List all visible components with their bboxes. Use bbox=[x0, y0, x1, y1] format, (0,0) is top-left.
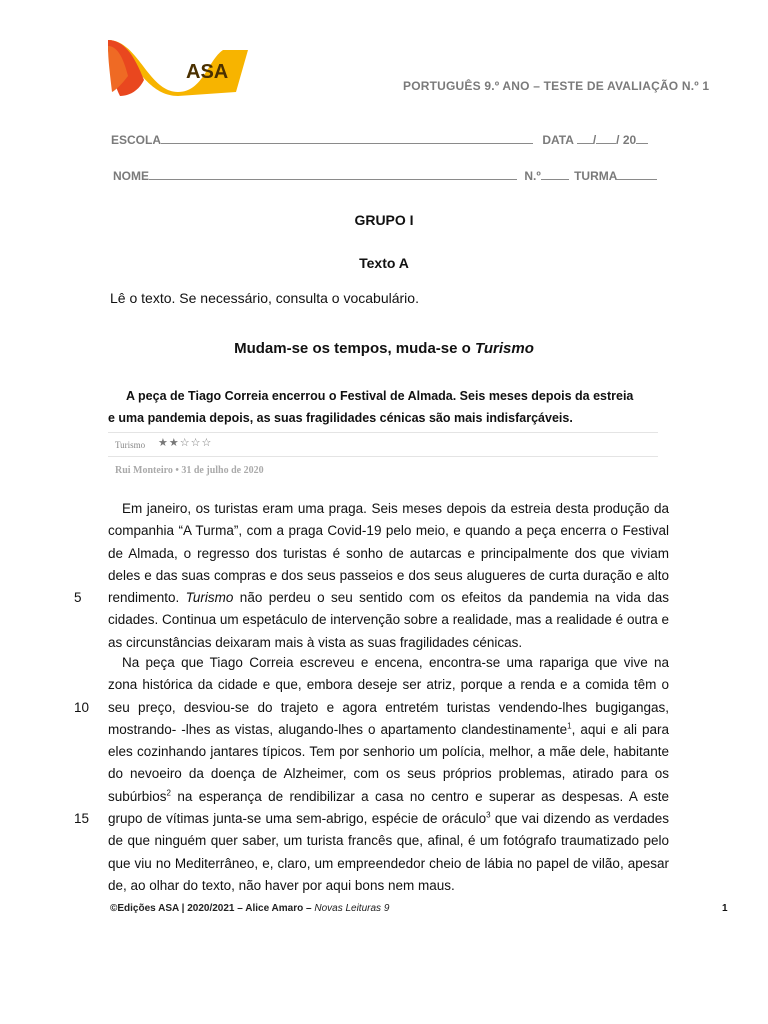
footer-text: ©Edições ASA | 2020/2021 – Alice Amaro – bbox=[110, 903, 315, 914]
article-title bbox=[0, 340, 768, 357]
logo-text: ASA bbox=[186, 61, 229, 83]
lead-line: e uma pandemia depois, as suas fragilidades cénicas são mais indisfarçáveis. bbox=[108, 411, 573, 425]
test-header-title: PORTUGUÊS 9.º ANO – TESTE DE AVALIAÇÃO N.º 1 bbox=[403, 79, 710, 93]
instruction-text: Lê o texto. Se necessário, consulta o vocabulário. bbox=[110, 290, 419, 306]
p2-text: Na peça que Tiago Correia escreveu e encena, encontra-se uma rapariga que vive na zona histórica da cidade e que, embora deseje ser atriz, porque a renda e a comida têm o seu preço, desviou-se do trajeto e agora entretém turistas vendendo-lhes bugigangas, mostrando- -lhes as vistas, alugando-lhes o apartamento clandestinamente bbox=[108, 655, 669, 737]
date-year-prefix: 20 bbox=[622, 133, 637, 147]
footnote-ref[interactable]: 1 bbox=[567, 721, 572, 731]
lead-line: A peça de Tiago Correia encerrou o Festival de Almada. Seis meses depois da estreia bbox=[126, 389, 634, 403]
group-heading: GRUPO I bbox=[354, 212, 414, 228]
page-number: 1 bbox=[722, 903, 728, 914]
asa-logo bbox=[108, 40, 248, 96]
footer-copyright bbox=[110, 903, 389, 914]
article-title-main: Mudam-se os tempos, muda-se o bbox=[234, 340, 475, 357]
footnote-ref[interactable]: 2 bbox=[166, 788, 171, 798]
p2-text: que vai dizendo as verdades de que ninguém quer saber, um turista francês que, afinal, é um fotógrafo traumatizado pelo que viu no Mediterrâneo, e, claro, um empreendedor cheio de lábia no papel de vilão, apesar de, ao olhar do texto, não haver por aqui bons nem maus. bbox=[108, 811, 669, 893]
date-day-field[interactable] bbox=[577, 131, 593, 144]
class-field[interactable] bbox=[617, 167, 657, 180]
p1-text: não perdeu o seu sentido com os efeitos da pandemia na vida das cidades. Continua um espetáculo de intervenção sobre a realidade, mas a realidade é outra e as circunstâncias deixaram mais à vista as suas fragilidades cénicas. bbox=[108, 590, 669, 650]
p1-text: Em janeiro, os turistas eram uma praga. Seis meses depois da estreia desta produção da companhia “A Turma”, com a praga Covid-19 pelo meio, e quando a peça encerra o Festival de Almada, o regresso dos turistas é sonho de autarcas e principalmente dos que viviam deles e das suas compras e dos seus passeios e dos seus alugueres de curta duração e alto rendimento. bbox=[108, 501, 669, 606]
date-label: DATA bbox=[542, 133, 574, 147]
class-label: TURMA bbox=[574, 169, 618, 183]
name-label: NOME bbox=[113, 169, 149, 183]
p2-text: na esperança de rendibilizar a casa no centro e superar as despesas. A este grupo de vítimas junta-se uma sem-abrigo, espécie de oráculo bbox=[108, 788, 669, 827]
date-sep: / bbox=[592, 133, 597, 147]
line-number: 5 bbox=[74, 590, 82, 605]
rating-stars: ★★☆☆☆ bbox=[158, 437, 213, 449]
number-field[interactable] bbox=[541, 167, 569, 180]
p1-italic: Turismo bbox=[185, 590, 234, 606]
date-year-field[interactable] bbox=[636, 131, 648, 144]
school-label: ESCOLA bbox=[111, 133, 162, 147]
divider bbox=[108, 456, 658, 457]
divider bbox=[108, 432, 658, 433]
school-date-row bbox=[111, 131, 648, 147]
name-field[interactable] bbox=[149, 167, 517, 180]
date-sep: / bbox=[616, 133, 620, 147]
p2-text: , aqui e ali para eles cozinhando jantares típicos. Tem por senhorio um polícia, melhor, a mãe dele, habitante do nevoeiro da doença de Alzheimer, com os seus próprios problemas, atirado para os subúrbios bbox=[108, 721, 670, 804]
date-month-field[interactable] bbox=[596, 131, 616, 144]
article-title-italic: Turismo bbox=[474, 340, 534, 357]
line-number: 15 bbox=[74, 811, 90, 826]
footer-book-title: Novas Leituras 9 bbox=[314, 903, 390, 914]
footnote-ref[interactable]: 3 bbox=[486, 810, 491, 820]
text-heading: Texto A bbox=[359, 255, 409, 271]
line-number: 10 bbox=[74, 700, 90, 715]
name-row bbox=[113, 167, 657, 183]
school-field[interactable] bbox=[161, 131, 533, 144]
article-lead bbox=[108, 385, 668, 429]
rating-label: Turismo bbox=[115, 440, 146, 450]
number-label: N.º bbox=[524, 169, 541, 183]
article-byline: Rui Monteiro • 31 de julho de 2020 bbox=[115, 465, 264, 476]
article-paragraph-1 bbox=[108, 498, 669, 654]
article-paragraph-2 bbox=[108, 652, 669, 897]
